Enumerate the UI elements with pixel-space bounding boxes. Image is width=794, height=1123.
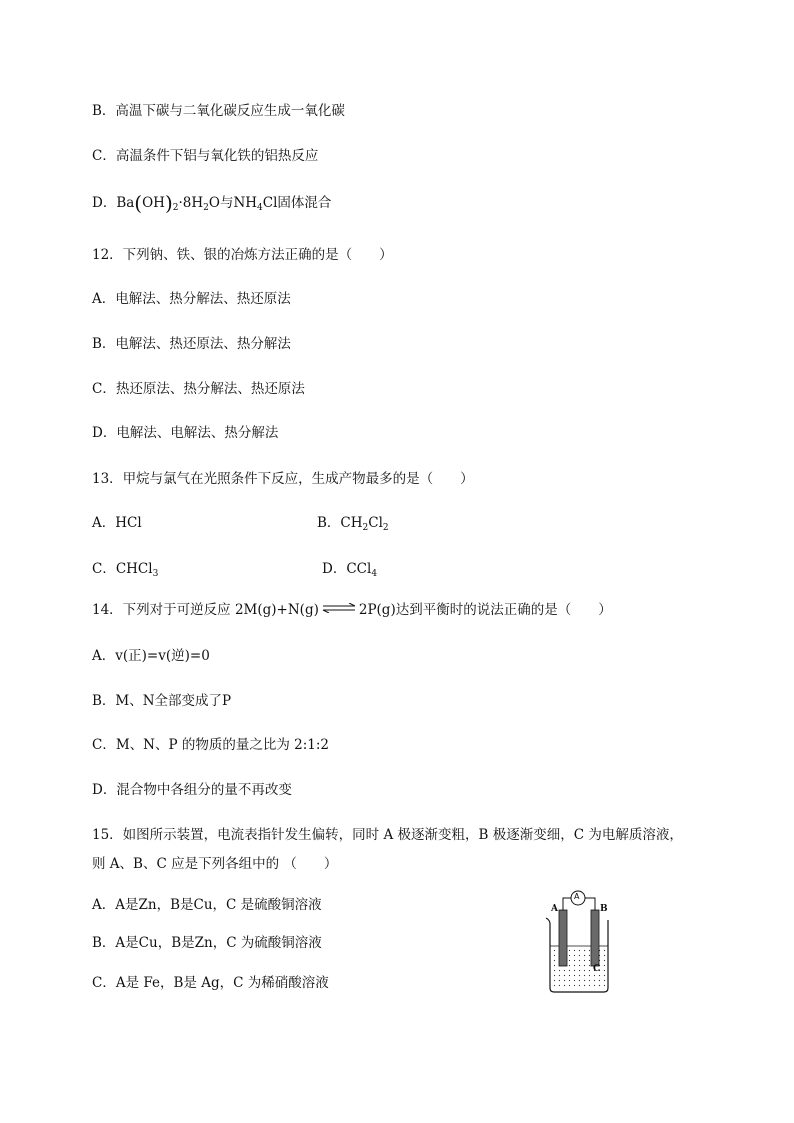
q14-option-a: A．v(正)=v(逆)=0 [92, 648, 210, 664]
q12-option-b: B．电解法、热还原法、热分解法 [92, 336, 291, 352]
reversible-arrow-icon [322, 603, 356, 613]
q15-option-a: A．A是Zn，B是Cu，C 是硫酸铜溶液 [92, 897, 322, 913]
electrode-b [591, 910, 599, 966]
ammeter-label: A [574, 892, 580, 901]
q13-option-b: B．$CH_2Cl_2$ [317, 515, 389, 533]
q15-stem-line1: 15．如图所示装置，电流表指针发生偏转，同时 A 极逐渐变粗，B 极逐渐变细，C 为电解质溶液， [92, 827, 683, 843]
q13-option-d: D．CCl$_4$ [322, 561, 378, 579]
electrode-a-label: A [551, 904, 558, 914]
q15-option-c: C．A是 Fe，B是 Ag，C 为稀硝酸溶液 [92, 975, 329, 991]
q13-option-c: C．CHCl$_3$ [92, 561, 159, 579]
option-c-prev: C．高温条件下铝与氧化铁的铝热反应 [92, 148, 319, 164]
q14-option-d: D．混合物中各组分的量不再改变 [92, 782, 292, 798]
option-d-prev: D．$Ba(OH)_2\cdot 8H_2O$与$NH_4Cl$固体混合 [92, 191, 332, 215]
q12-option-a: A．电解法、热分解法、热还原法 [92, 291, 291, 307]
q13-stem: 13．甲烷与氯气在光照条件下反应，生成产物最多的是（ ） [92, 471, 474, 487]
q12-stem: 12．下列钠、铁、银的冶炼方法正确的是（ ） [92, 247, 393, 263]
option-b-prev: B．高温下碳与二氧化碳反应生成一氧化碳 [92, 103, 345, 119]
q14-stem: 14．下列对于可逆反应 2M(g)+N(g) 2P(g)达到平衡时的说法正确的是（ ） [92, 602, 612, 618]
q14-option-b: B．M、N全部变成了P [92, 693, 232, 709]
electrode-b-label: B [600, 904, 608, 914]
q13-option-a: A．HCl [92, 515, 142, 531]
galvanic-cell-diagram [538, 884, 618, 996]
q15-stem-line2: 则 A、B、C 应是下列各组中的 （ ） [92, 856, 338, 872]
solution-c-label: C [593, 964, 601, 974]
q12-option-d: D．电解法、电解法、热分解法 [92, 425, 279, 441]
electrode-a [559, 910, 567, 966]
q12-option-c: C．热还原法、热分解法、热还原法 [92, 381, 305, 397]
q15-option-b: B．A是Cu，B是Zn，C 为硫酸铜溶液 [92, 935, 322, 951]
q14-option-c: C．M、N、P 的物质的量之比为 2:1:2 [92, 737, 329, 753]
